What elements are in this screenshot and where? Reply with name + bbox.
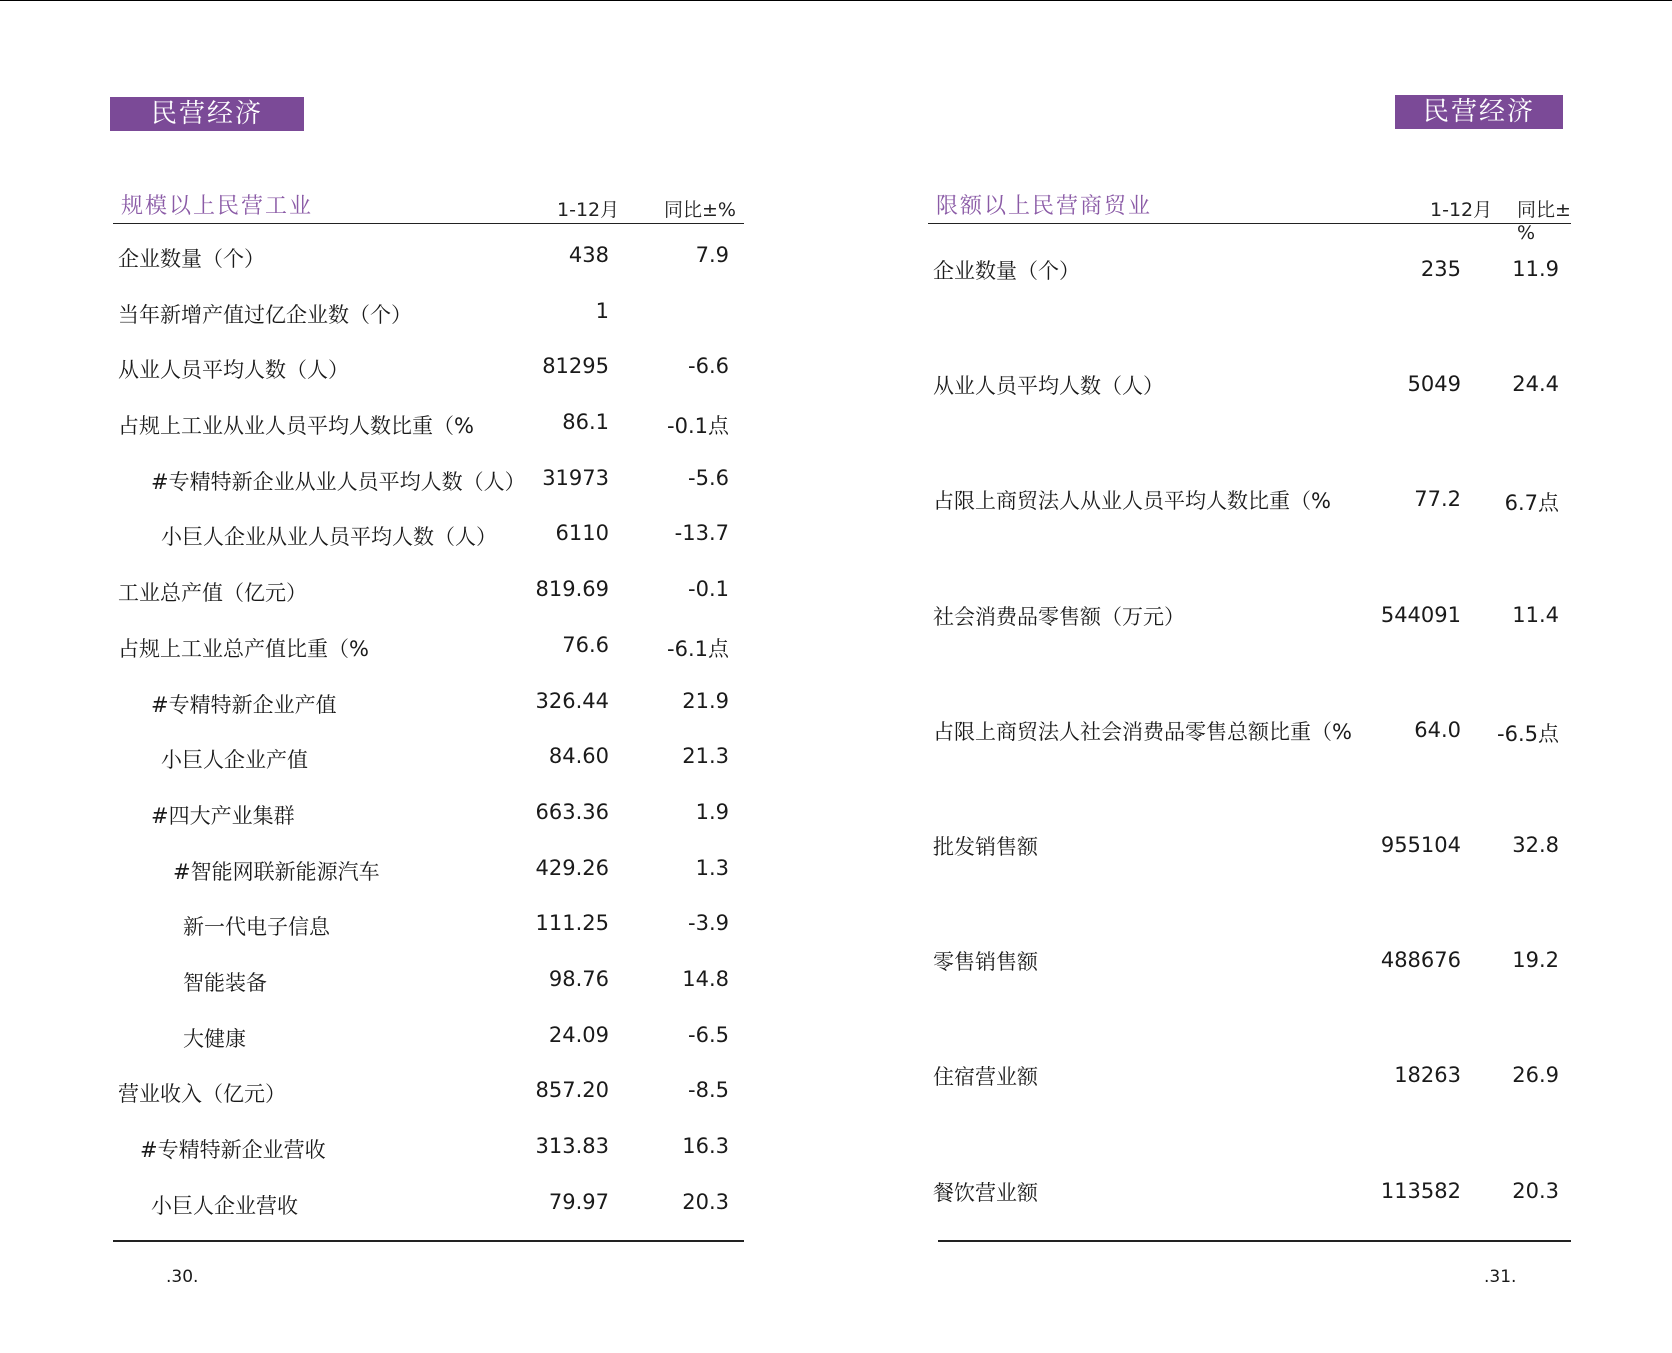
row-value: 76.6 bbox=[562, 632, 609, 657]
table-row bbox=[113, 1178, 744, 1234]
table-row bbox=[928, 337, 1571, 452]
row-yoy: 14.8 bbox=[682, 966, 729, 991]
row-label: 企业数量（个） bbox=[118, 247, 265, 271]
row-value: 77.2 bbox=[1414, 487, 1461, 512]
row-label: 新一代电子信息 bbox=[183, 915, 330, 940]
row-value: 313.83 bbox=[535, 1134, 609, 1158]
row-value: 84.60 bbox=[548, 744, 609, 769]
right-table bbox=[928, 222, 1571, 1259]
row-value: 1 bbox=[595, 298, 609, 323]
row-yoy: 20.3 bbox=[682, 1189, 729, 1214]
row-yoy: 1.3 bbox=[695, 855, 729, 880]
table-row bbox=[928, 683, 1571, 798]
table-row bbox=[113, 677, 744, 733]
row-label: 零售销售额 bbox=[933, 950, 1038, 975]
row-value: 81295 bbox=[542, 354, 609, 379]
right-col-period: 1-12月 bbox=[1430, 199, 1493, 221]
table-row bbox=[113, 844, 744, 900]
row-yoy: -6.1点 bbox=[667, 636, 729, 661]
row-value: 79.97 bbox=[548, 1189, 609, 1214]
row-value: 235 bbox=[1420, 257, 1461, 281]
row-label: #专精特新企业从业人员平均人数（人） bbox=[151, 469, 526, 494]
row-label: #四大产业集群 bbox=[151, 803, 295, 828]
row-label: 住宿营业额 bbox=[933, 1065, 1038, 1090]
row-label: 批发销售额 bbox=[933, 834, 1038, 859]
left-section-header bbox=[113, 189, 744, 224]
row-yoy: 7.9 bbox=[695, 243, 729, 267]
row-label: 小巨人企业营收 bbox=[151, 1193, 298, 1218]
row-label: #智能网联新能源汽车 bbox=[173, 859, 380, 884]
right-section-title: 限额以上民营商贸业 bbox=[936, 194, 1153, 219]
table-row bbox=[113, 398, 744, 454]
row-label: 社会消费品零售额（万元） bbox=[933, 604, 1185, 629]
table-row bbox=[113, 231, 744, 287]
row-value: 98.76 bbox=[548, 966, 609, 991]
table-row bbox=[113, 1122, 744, 1178]
left-page-number: .30. bbox=[166, 1267, 199, 1287]
table-row bbox=[113, 955, 744, 1011]
row-label: 餐饮营业额 bbox=[933, 1180, 1038, 1205]
row-label: #专精特新企业营收 bbox=[140, 1138, 326, 1162]
row-value: 31973 bbox=[542, 465, 609, 490]
table-row bbox=[113, 899, 744, 955]
row-yoy: 26.9 bbox=[1512, 1063, 1559, 1088]
table-row bbox=[928, 568, 1571, 683]
row-yoy: -6.6 bbox=[688, 354, 729, 379]
table-row bbox=[113, 1011, 744, 1067]
row-value: 113582 bbox=[1380, 1178, 1461, 1203]
table-row bbox=[928, 222, 1571, 337]
row-yoy: 6.7点 bbox=[1504, 491, 1559, 516]
right-page bbox=[836, 0, 1672, 1353]
row-label: 占规上工业从业人员平均人数比重（% bbox=[118, 414, 474, 439]
table-row bbox=[928, 798, 1571, 913]
right-bottom-rule bbox=[938, 1240, 1571, 1242]
table-row bbox=[928, 452, 1571, 567]
table-row bbox=[113, 732, 744, 788]
row-yoy: -5.6 bbox=[688, 465, 729, 490]
table-row bbox=[928, 913, 1571, 1028]
row-value: 488676 bbox=[1380, 948, 1461, 973]
left-bottom-rule bbox=[113, 1240, 744, 1242]
table-row bbox=[928, 1028, 1571, 1143]
row-value: 6110 bbox=[555, 521, 609, 546]
row-yoy: -6.5 bbox=[688, 1022, 729, 1047]
row-yoy: -3.9 bbox=[688, 911, 729, 936]
row-label: 当年新增产值过亿企业数（个） bbox=[118, 302, 412, 327]
left-header-label: 民营经济 bbox=[110, 97, 304, 131]
row-yoy: -0.1 bbox=[688, 577, 729, 602]
right-page-number: .31. bbox=[1484, 1267, 1517, 1287]
row-yoy: 32.8 bbox=[1512, 832, 1559, 857]
row-label: 智能装备 bbox=[183, 970, 267, 995]
row-value: 955104 bbox=[1380, 832, 1461, 857]
row-yoy: 11.4 bbox=[1512, 602, 1559, 627]
table-row bbox=[113, 287, 744, 343]
table-row bbox=[113, 342, 744, 398]
row-value: 429.26 bbox=[535, 855, 609, 880]
left-section-title: 规模以上民营工业 bbox=[121, 194, 314, 219]
row-yoy: 20.3 bbox=[1512, 1178, 1559, 1203]
row-value: 819.69 bbox=[535, 577, 609, 602]
row-value: 24.09 bbox=[548, 1022, 609, 1047]
row-label: #专精特新企业产值 bbox=[151, 692, 337, 717]
row-value: 663.36 bbox=[535, 799, 609, 824]
row-label: 企业数量（个） bbox=[933, 259, 1080, 283]
left-table bbox=[113, 231, 744, 1233]
row-yoy: 16.3 bbox=[682, 1134, 729, 1158]
row-label: 占规上工业总产值比重（% bbox=[118, 636, 369, 661]
table-row bbox=[113, 565, 744, 621]
row-value: 5049 bbox=[1407, 372, 1461, 397]
right-header-label: 民营经济 bbox=[1395, 95, 1563, 129]
row-yoy: -8.5 bbox=[688, 1078, 729, 1103]
row-value: 438 bbox=[568, 243, 609, 267]
left-col-yoy: 同比±% bbox=[664, 199, 736, 221]
row-yoy: 21.3 bbox=[682, 744, 729, 769]
row-label: 大健康 bbox=[183, 1026, 246, 1051]
row-value: 111.25 bbox=[535, 911, 609, 936]
row-yoy: 21.9 bbox=[682, 688, 729, 713]
table-row bbox=[113, 454, 744, 510]
row-yoy: -13.7 bbox=[674, 521, 729, 546]
table-row bbox=[113, 621, 744, 677]
table-row bbox=[113, 1066, 744, 1122]
row-value: 326.44 bbox=[535, 688, 609, 713]
row-yoy: 11.9 bbox=[1512, 257, 1559, 281]
row-label: 占限上商贸法人从业人员平均人数比重（% bbox=[933, 489, 1331, 514]
row-label: 从业人员平均人数（人） bbox=[933, 374, 1164, 399]
right-col-yoy: 同比±% bbox=[1517, 199, 1571, 244]
row-label: 占限上商贸法人社会消费品零售总额比重（% bbox=[933, 719, 1352, 744]
row-value: 18263 bbox=[1394, 1063, 1461, 1088]
row-label: 营业收入（亿元） bbox=[118, 1082, 286, 1107]
row-value: 857.20 bbox=[535, 1078, 609, 1103]
row-yoy: 24.4 bbox=[1512, 372, 1559, 397]
row-label: 小巨人企业产值 bbox=[161, 748, 308, 773]
row-yoy: -0.1点 bbox=[667, 414, 729, 439]
table-row bbox=[113, 788, 744, 844]
row-value: 544091 bbox=[1380, 602, 1461, 627]
row-value: 86.1 bbox=[562, 410, 609, 435]
row-yoy: 19.2 bbox=[1512, 948, 1559, 973]
row-yoy: 1.9 bbox=[695, 799, 729, 824]
table-row bbox=[113, 509, 744, 565]
row-yoy: -6.5点 bbox=[1497, 721, 1559, 746]
row-label: 小巨人企业从业人员平均人数（人） bbox=[161, 525, 497, 550]
right-section-header bbox=[928, 189, 1571, 244]
row-value: 64.0 bbox=[1414, 717, 1461, 742]
row-label: 工业总产值（亿元） bbox=[118, 581, 307, 606]
row-label: 从业人员平均人数（人） bbox=[118, 358, 349, 383]
left-col-period: 1-12月 bbox=[557, 199, 620, 221]
